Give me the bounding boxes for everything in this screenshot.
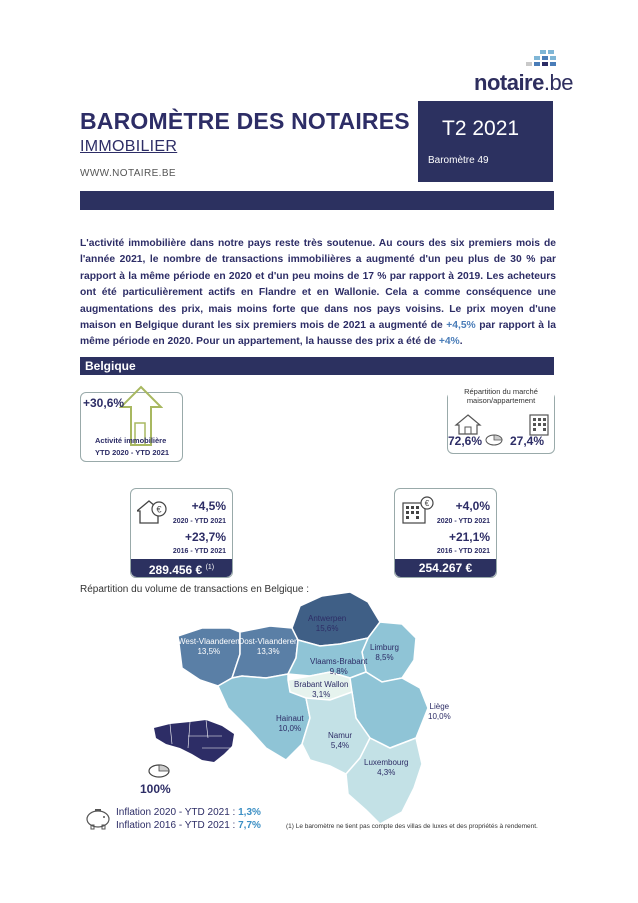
intro-text-2: par rapport à la même période en 2020. Pour un appartement, la hausse des prix a été de (80, 320, 556, 348)
total-pie-icon (147, 760, 171, 782)
apartment-price-card (394, 488, 497, 578)
house-icon (454, 413, 482, 435)
label-limburg: Limburg 8,5% (370, 643, 399, 662)
house-period-5y: 2016 - YTD 2021 (172, 548, 226, 555)
apartment-period-5y: 2016 - YTD 2021 (436, 548, 490, 555)
activity-period: YTD 2020 - YTD 2021 (95, 448, 170, 457)
period-label: T2 2021 (442, 117, 520, 140)
page-title: BAROMÈTRE DES NOTAIRES (80, 108, 410, 134)
section-heading-belgique: Belgique (80, 357, 554, 375)
mini-belgium-map-icon (150, 718, 240, 766)
pie-chart-icon (484, 431, 504, 449)
inflation-value-2: 7,7% (238, 820, 261, 831)
market-split-title-2: maison/appartement (466, 396, 536, 405)
apartment-share: 27,4% (510, 434, 545, 448)
label-west-vlaanderen: West-Vlaanderen 13,5% (178, 637, 240, 656)
apartment-period-1y: 2020 - YTD 2021 (436, 518, 490, 525)
label-luxembourg: Luxembourg 4,3% (364, 758, 409, 777)
label-vlaams-brabant: Vlaams-Brabant 9,8% (310, 657, 368, 676)
apartment-change-1y: +4,0% (455, 499, 490, 513)
apartment-change-5y: +21,1% (448, 530, 490, 544)
house-period-1y: 2020 - YTD 2021 (172, 518, 226, 525)
page-subtitle: IMMOBILIER (80, 138, 178, 155)
label-namur: Namur 5,4% (328, 731, 353, 750)
house-price-bar (131, 559, 232, 577)
apartment-average-price: 254.267 € (418, 561, 473, 575)
activity-label: Activité immobilière (95, 436, 167, 445)
logo-dots-icon (506, 50, 566, 70)
activity-value: +30,6% (83, 396, 125, 410)
market-split-card (447, 387, 555, 454)
inflation-line-1: Inflation 2020 - YTD 2021 : 1,3% (116, 807, 261, 818)
house-change-5y: +23,7% (184, 530, 226, 544)
activity-card (80, 392, 183, 462)
apartment-price-bar (395, 559, 496, 577)
apartment-euro-icon (401, 495, 435, 525)
label-antwerpen: Antwerpen 15,6% (308, 614, 347, 633)
intro-text-1: L'activité immobilière dans notre pays reste très soutenue. Au cours des six premiers mois de l'année 2021, le nombre de transactions immobilières a augmenté d'un peu plus de 30 % par rapport à la même période en 2020 et d'un peu moins de 17 % par rapport à 2019. Les acheteurs ont été particulièrement actifs en Flandre et en Wallonie. Cela a comme conséquence une augmentations des prix, mais moins forte que dans nos pays voisins. Le prix moyen d'une maison en Belgique durant les six premiers mois de 2021 a augmenté de (80, 238, 556, 332)
house-change-1y: +4,5% (191, 499, 226, 513)
map-title: Répartition du volume de transactions en Belgique : (80, 584, 310, 595)
svg-text:€: € (424, 499, 430, 508)
inflation-value-1: 1,3% (238, 807, 261, 818)
house-price-note: (1) (205, 564, 215, 571)
footnote: (1) Le baromètre ne tient pas compte des villas de luxes et des propriétés à rendement. (286, 823, 538, 830)
label-brabant-wallon: Brabant Wallon 3,1% (294, 680, 349, 699)
intro-highlight-1: +4,5% (446, 320, 476, 332)
house-euro-icon (137, 499, 167, 525)
label-oost-vlaanderen: Oost-Vlaanderen 13,3% (238, 637, 299, 656)
label-hainaut: Hainaut 10,0% (276, 714, 304, 733)
intro-text-3: . (459, 336, 463, 348)
period-box (418, 101, 553, 182)
house-price-card (130, 488, 233, 578)
house-share: 72,6% (448, 434, 483, 448)
svg-text:€: € (156, 504, 162, 515)
intro-paragraph (80, 236, 556, 351)
website-link[interactable]: WWW.NOTAIRE.BE (80, 168, 176, 179)
edition-label: Baromètre 49 (428, 155, 489, 166)
notaire-logo[interactable] (470, 50, 590, 96)
logo-name: notaire (474, 70, 544, 95)
market-split-title-1: Répartition du marché (464, 387, 538, 396)
piggy-bank-icon (84, 806, 112, 830)
map-total: 100% (140, 782, 171, 796)
intro-highlight-2: +4% (438, 336, 460, 348)
inflation-line-2: Inflation 2016 - YTD 2021 : 7,7% (116, 820, 261, 831)
logo-suffix: .be (543, 70, 573, 95)
header-divider-bar (80, 191, 554, 210)
house-average-price: 289.456 € (148, 563, 203, 577)
label-liege: Liège 10,0% (428, 702, 451, 721)
